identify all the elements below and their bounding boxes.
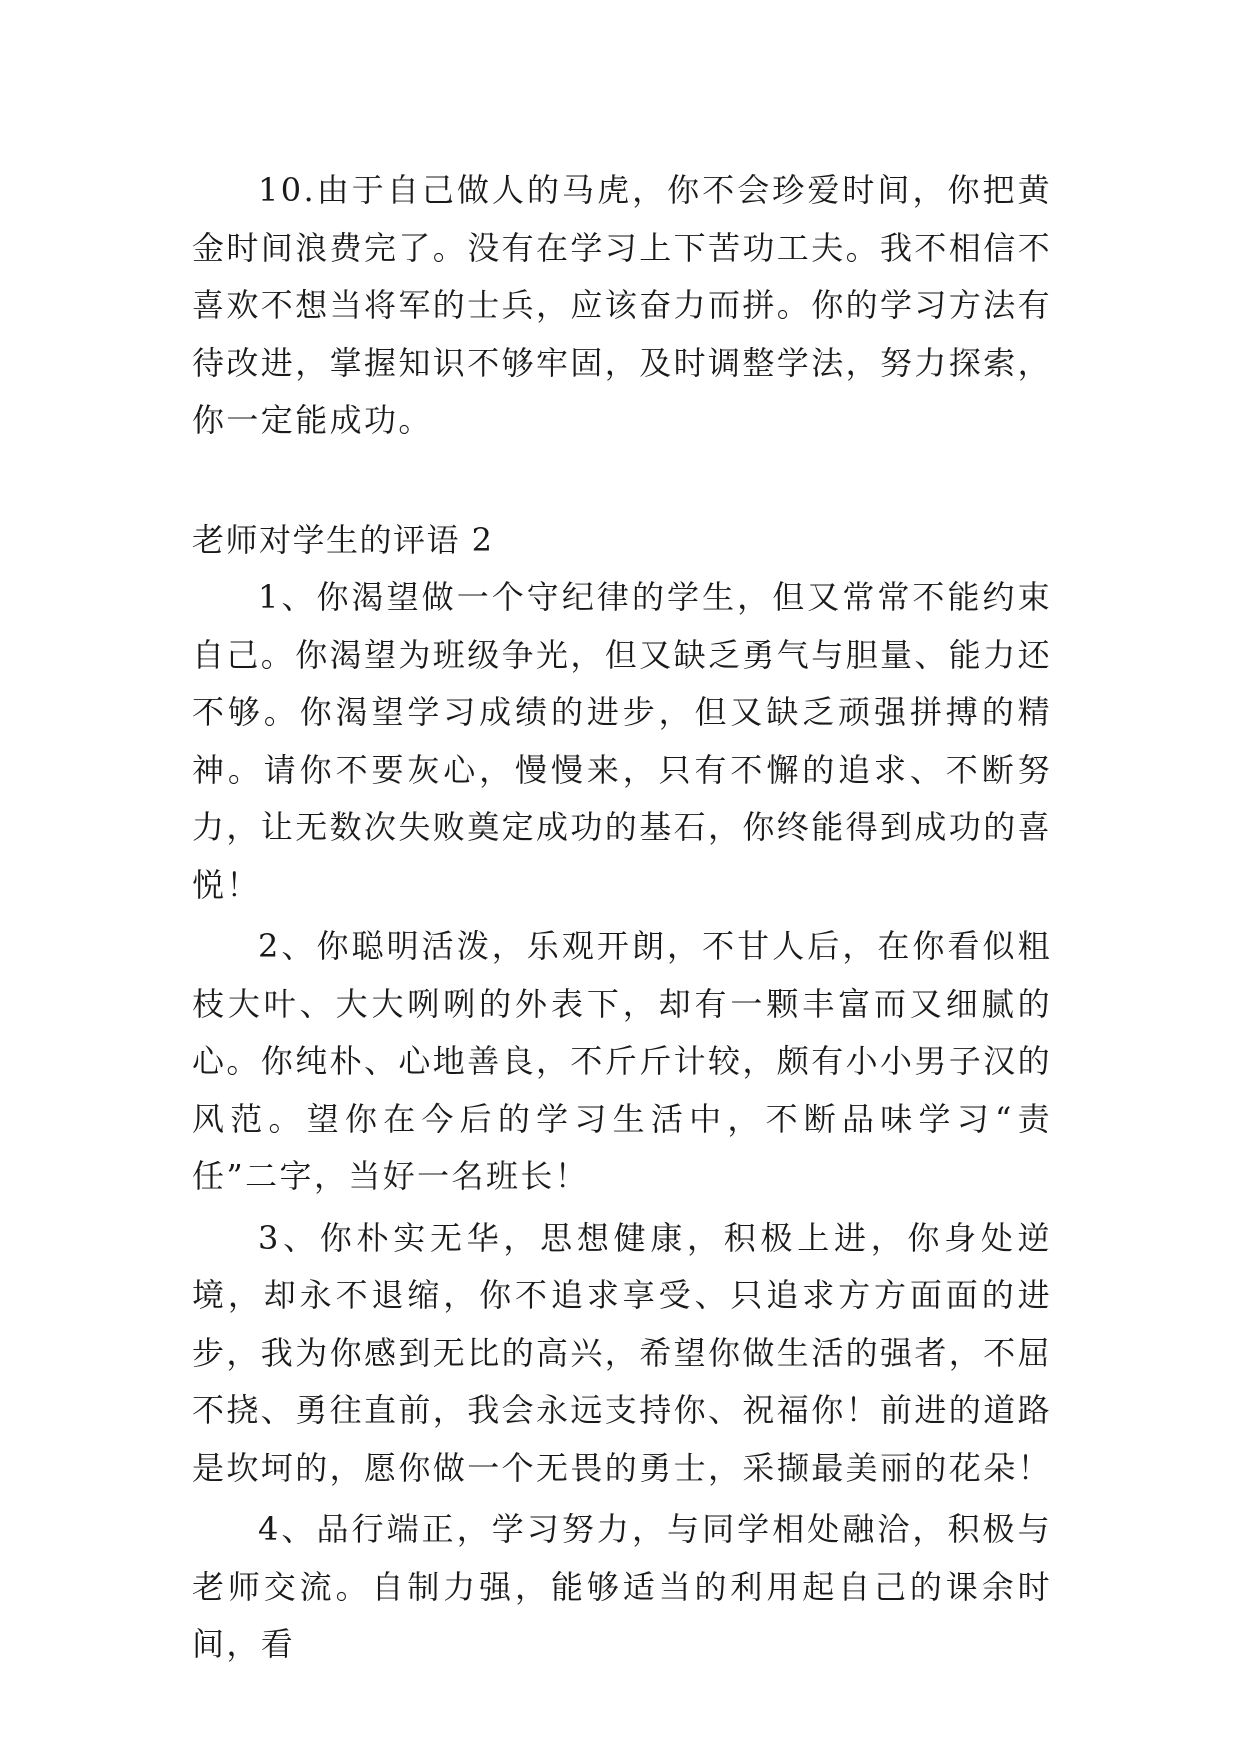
comment-item-3: 3、你朴实无华，思想健康，积极上进，你身处逆境，却永不退缩，你不追求享受、只追求方方面面的进步，我为你感到无比的高兴，希望你做生活的强者，不屈不挠、勇往直前，我会永远支持你、祝福你！前进的道路是坎坷的，愿你做一个无畏的勇士，采撷最美丽的花朵！ [192, 1218, 1053, 1487]
comment-item-2: 2、你聪明活泼，乐观开朗，不甘人后，在你看似粗枝大叶、大大咧咧的外表下，却有一颗丰富而又细腻的心。你纯朴、心地善良，不斤斤计较，颇有小小男子汉的风范。望你在今后的学习生活中，不断品味学习“责任”二字，当好一名班长！ [192, 927, 1053, 1195]
document-body [192, 162, 1052, 1674]
section-title: 老师对学生的评语 2 [192, 520, 494, 559]
intro-paragraph: 10.由于自己做人的马虎，你不会珍爱时间，你把黄金时间浪费完了。没有在学习上下苦功工夫。我不相信不喜欢不想当将军的士兵，应该奋力而拼。你的学习方法有待改进，掌握知识不够牢固，及时调整学法，努力探索，你一定能成功。 [192, 171, 1053, 439]
comment-item-4: 4、品行端正，学习努力，与同学相处融洽，积极与老师交流。自制力强，能够适当的利用起自己的课余时间，看 [192, 1510, 1052, 1663]
comment-item-1: 1、你渴望做一个守纪律的学生，但又常常不能约束自己。你渴望为班级争光，但又缺乏勇气与胆量、能力还不够。你渴望学习成绩的进步，但又缺乏顽强拼搏的精神。请你不要灰心，慢慢来，只有不懈的追求、不断努力，让无数次失败奠定成功的基石，你终能得到成功的喜悦！ [192, 578, 1053, 904]
